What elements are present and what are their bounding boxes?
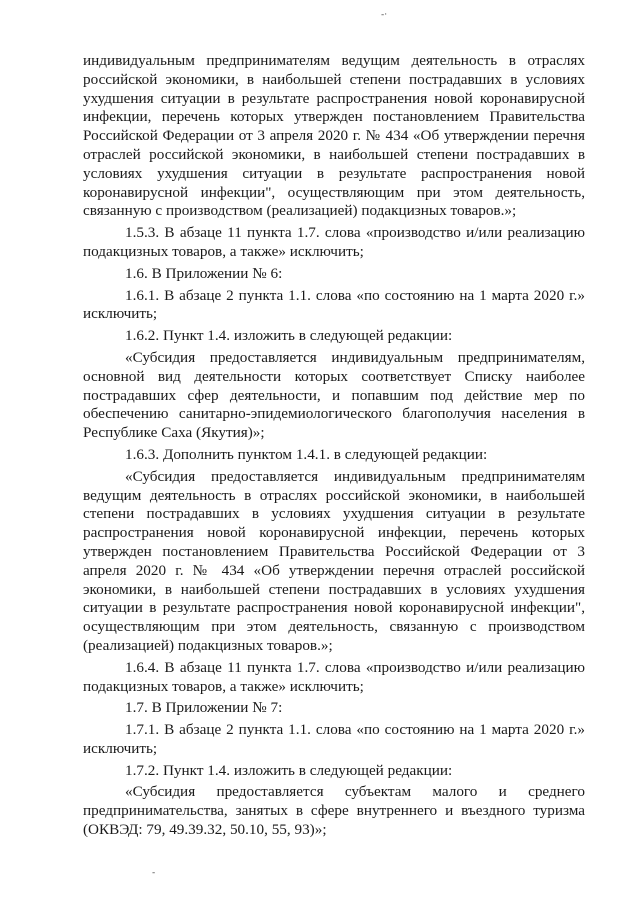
paragraph-1-7-1: 1.7.1. В абзаце 2 пункта 1.1. слова «по состоянию на 1 марта 2020 г.» исключить; [83, 721, 585, 757]
paragraph-1-7-2: 1.7.2. Пункт 1.4. изложить в следующей редакции: [125, 761, 453, 779]
document-page [83, 52, 585, 840]
paragraph-1-6-3: 1.6.3. Дополнить пунктом 1.4.1. в следующей редакции: [125, 445, 488, 463]
paragraph-continuation: индивидуальным предпринимателям ведущим деятельность в отраслях российской экономики, в наибольшей степени пострадавших в условиях ухудшения ситуации в результате распространения новой коронавирусной инфекции, перечень которых утвержден постановлением Правительства Российской Федерации от 3 апреля 2020 г. № 434 «Об утверждении перечня отраслей российской экономики, в наибольшей степени пострадавших в условиях ухудшения ситуации в результате распространения новой коронавирусной инфекции", осуществляющим при этом деятельность, связанную с производством (реализацией) подакцизных товаров.»; [83, 52, 585, 220]
scan-speck-top: -· [381, 10, 388, 20]
paragraph-1-6-1: 1.6.1. В абзаце 2 пункта 1.1. слова «по состоянию на 1 марта 2020 г.» исключить; [83, 286, 585, 323]
quote-1-6-3: «Субсидия предоставляется индивидуальным предпринимателям ведущим деятельность в отраслях российской экономики, в наибольшей степени пострадавших в условиях ухудшения ситуации в результате распространения новой коронавирусной инфекции, перечень которых утвержден постановлением Правительства Российской Федерации от 3 апреля 2020 г. № 434 «Об утверждении перечня отраслей российской экономики, в наибольшей степени пострадавших в условиях ухудшения ситуации в результате распространения новой коронавирусной инфекции", осуществляющим при этом деятельность, связанную с производством (реализацией) подакцизных товаров.»; [83, 467, 585, 654]
paragraph-1-6-2: 1.6.2. Пункт 1.4. изложить в следующей редакции: [125, 327, 453, 345]
paragraph-1-7: 1.7. В Приложении № 7: [125, 699, 283, 717]
paragraph-1-5-3: 1.5.3. В абзаце 11 пункта 1.7. слова «производство и/или реализацию подакцизных товаров, а также» исключить; [83, 224, 585, 260]
paragraph-1-6: 1.6. В Приложении № 6: [125, 264, 283, 282]
quote-1-6-2: «Субсидия предоставляется индивидуальным предпринимателям, основной вид деятельности которых соответствует Списку наиболее пострадавших сфер деятельности, и попавшим под действие мер по обеспечению санитарно-эпидемиологического благополучия населения в Республике Саха (Якутия)»; [83, 348, 585, 442]
scan-speck-bottom: - [152, 868, 156, 878]
paragraph-1-6-4: 1.6.4. В абзаце 11 пункта 1.7. слова «производство и/или реализацию подакцизных товаров, а также» исключить; [83, 658, 585, 695]
quote-1-7-2: «Субсидия предоставляется субъектам малого и среднего предпринимательства, занятых в сфере внутреннего и въездного туризма (ОКВЭД: 79, 49.39.32, 50.10, 55, 93)»; [83, 783, 585, 839]
